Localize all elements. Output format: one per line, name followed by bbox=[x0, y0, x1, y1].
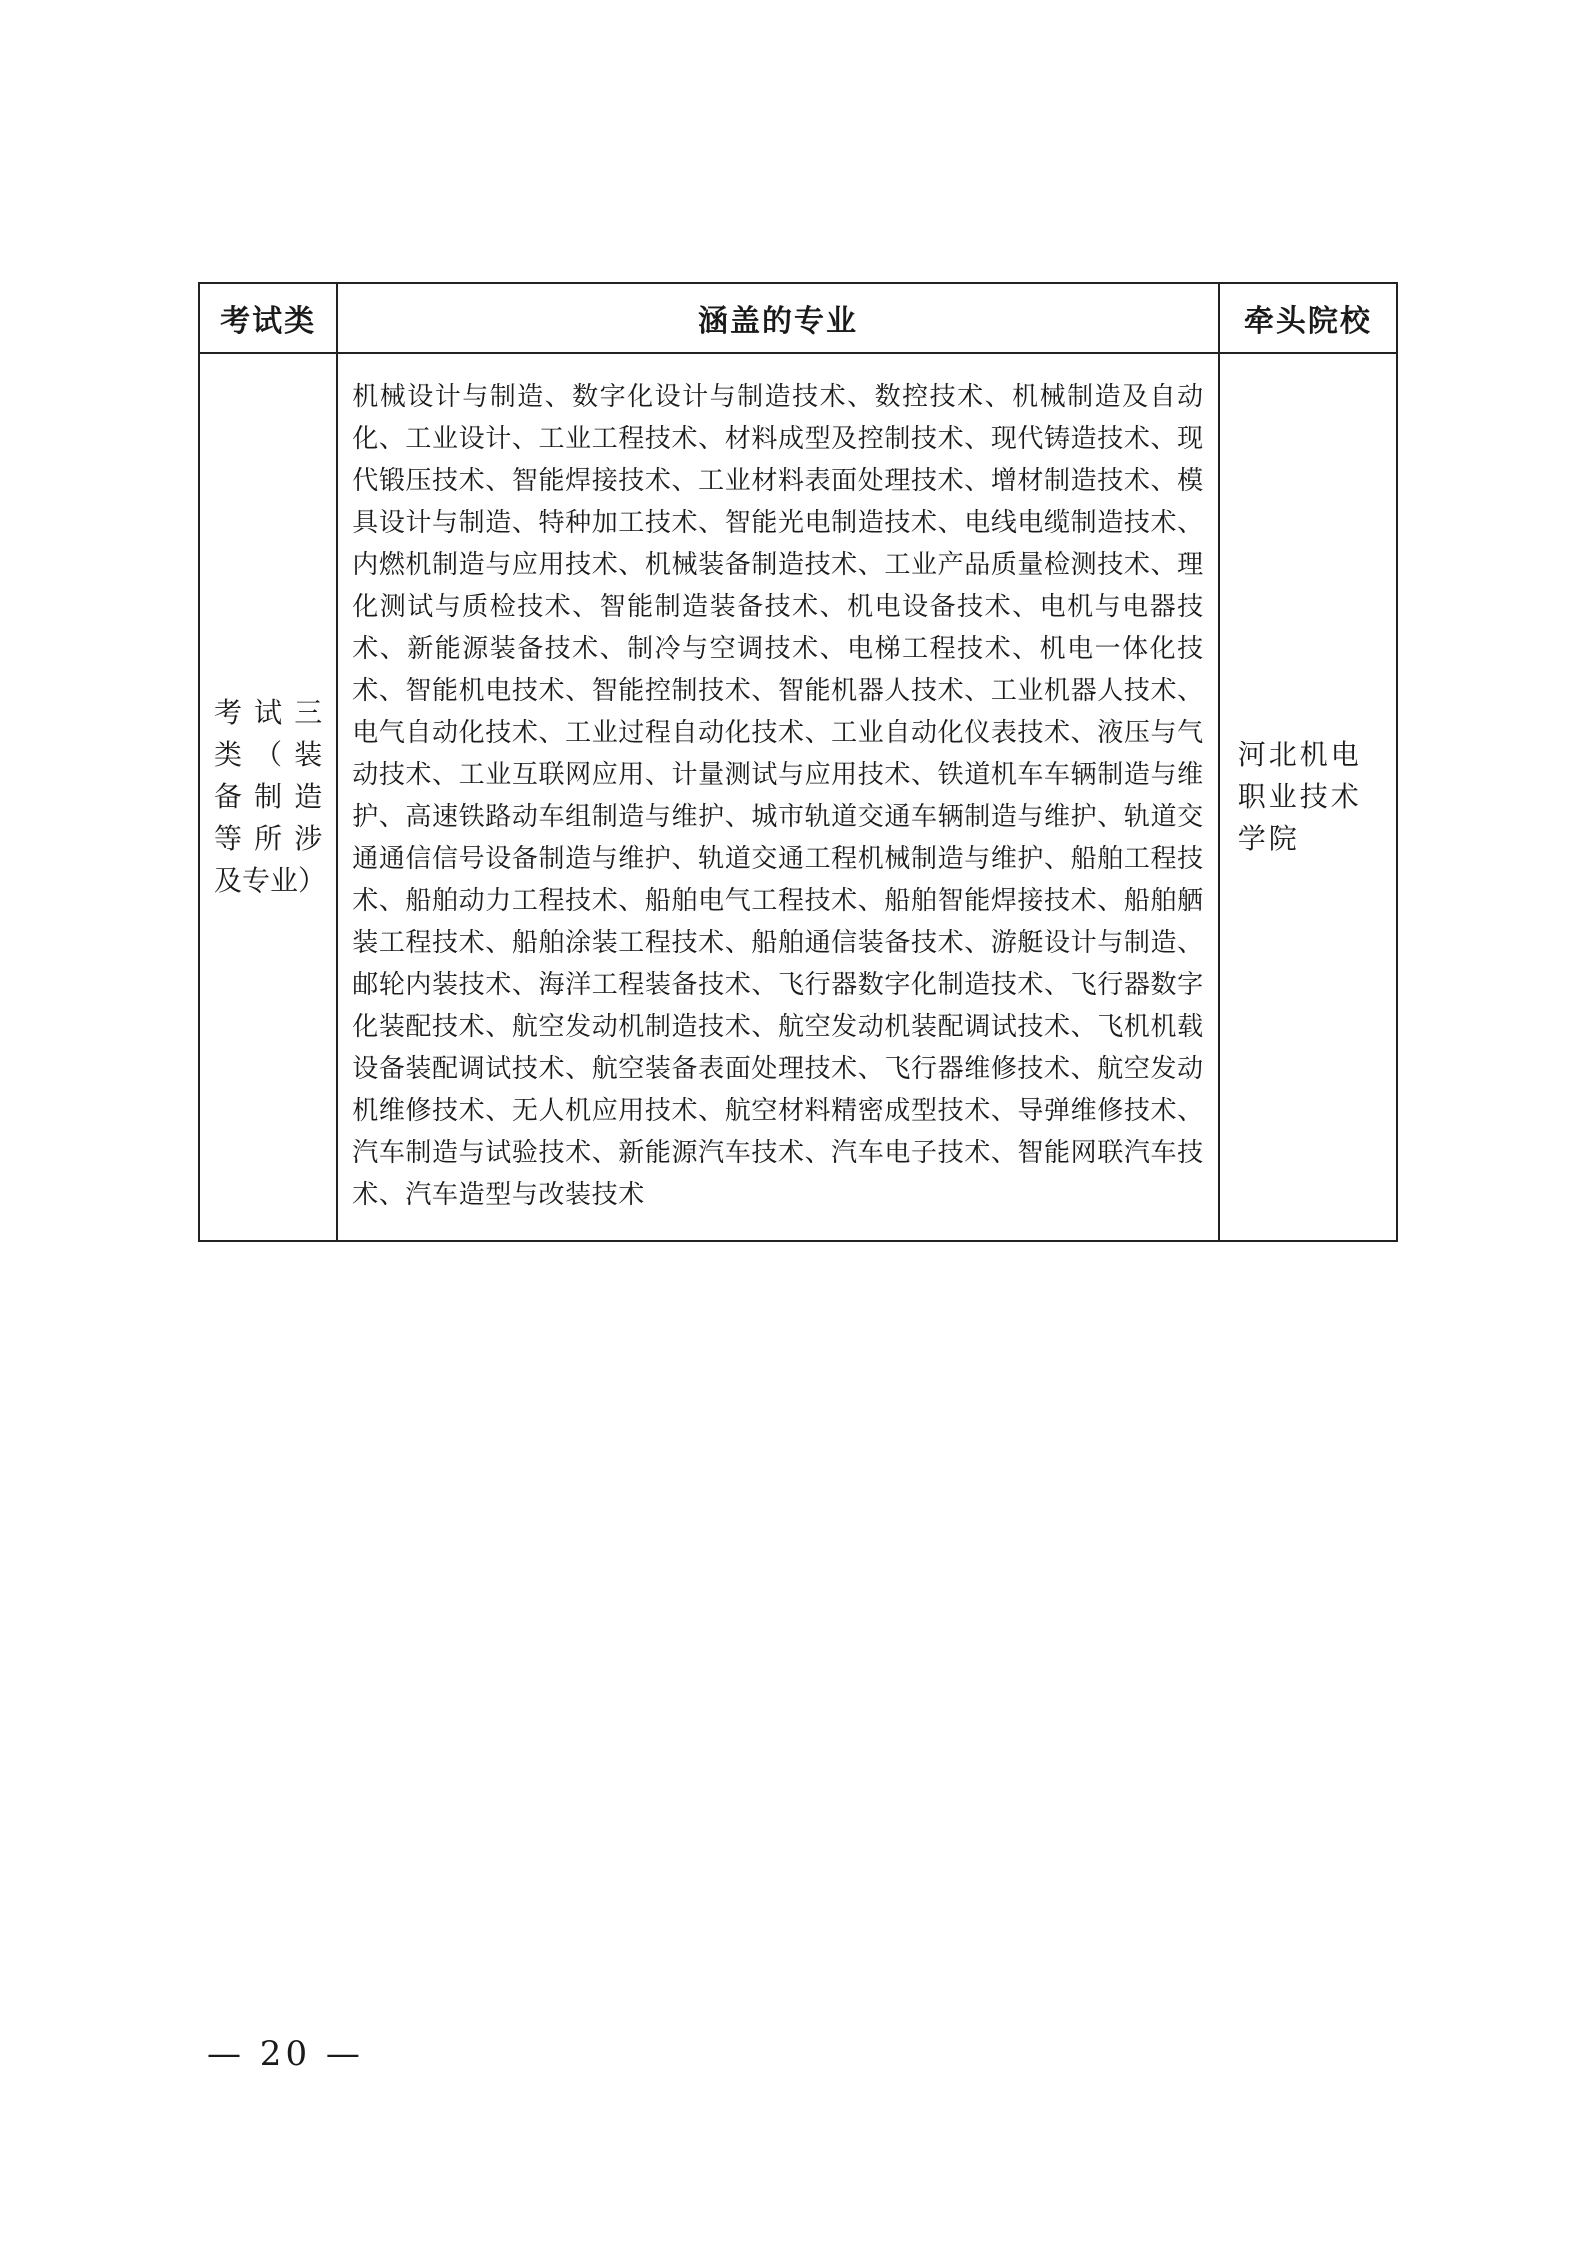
school-cell: 河北机电职业技术学院 bbox=[1219, 353, 1397, 1241]
majors-table bbox=[198, 282, 1398, 1242]
table-header-row bbox=[199, 283, 1397, 353]
header-majors: 涵盖的专业 bbox=[337, 283, 1218, 353]
table-row bbox=[199, 353, 1397, 1241]
page-number: — 20 — bbox=[207, 2034, 364, 2074]
header-category: 考试类 bbox=[199, 283, 337, 353]
header-school: 牵头院校 bbox=[1219, 283, 1397, 353]
category-cell: 考试三类（装备制造等所涉及专业） bbox=[199, 353, 337, 1241]
majors-cell: 机械设计与制造、数字化设计与制造技术、数控技术、机械制造及自动化、工业设计、工业工程技术、材料成型及控制技术、现代铸造技术、现代锻压技术、智能焊接技术、工业材料表面处理技术、增材制造技术、模具设计与制造、特种加工技术、智能光电制造技术、电线电缆制造技术、内燃机制造与应用技术、机械装备制造技术、工业产品质量检测技术、理化测试与质检技术、智能制造装备技术、机电设备技术、电机与电器技术、新能源装备技术、制冷与空调技术、电梯工程技术、机电一体化技术、智能机电技术、智能控制技术、智能机器人技术、工业机器人技术、电气自动化技术、工业过程自动化技术、工业自动化仪表技术、液压与气动技术、工业互联网应用、计量测试与应用技术、铁道机车车辆制造与维护、高速铁路动车组制造与维护、城市轨道交通车辆制造与维护、轨道交通通信信号设备制造与维护、轨道交通工程机械制造与维护、船舶工程技术、船舶动力工程技术、船舶电气工程技术、船舶智能焊接技术、船舶舾装工程技术、船舶涂装工程技术、船舶通信装备技术、游艇设计与制造、邮轮内装技术、海洋工程装备技术、飞行器数字化制造技术、飞行器数字化装配技术、航空发动机制造技术、航空发动机装配调试技术、飞机机载设备装配调试技术、航空装备表面处理技术、飞行器维修技术、航空发动机维修技术、无人机应用技术、航空材料精密成型技术、导弹维修技术、汽车制造与试验技术、新能源汽车技术、汽车电子技术、智能网联汽车技术、汽车造型与改装技术 bbox=[337, 353, 1218, 1241]
